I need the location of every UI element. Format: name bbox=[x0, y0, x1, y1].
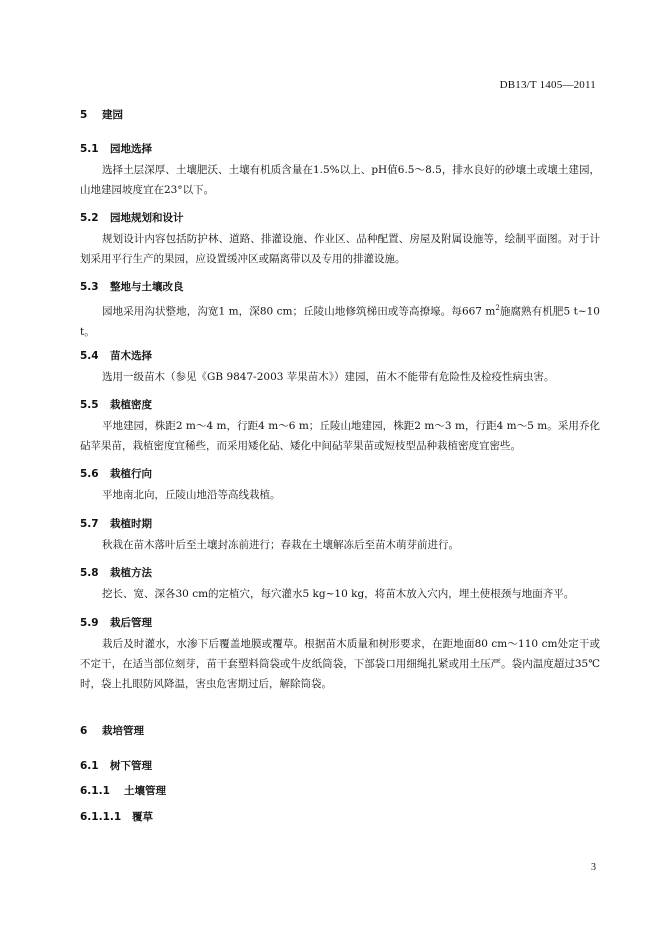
heading-number: 5.2 bbox=[80, 212, 99, 224]
heading-title: 栽植行向 bbox=[110, 468, 152, 480]
heading-number: 5.3 bbox=[80, 281, 99, 293]
heading-number: 6.1.1.1 bbox=[80, 811, 122, 823]
heading-number: 5.6 bbox=[80, 468, 99, 480]
standard-code: DB13/T 1405—2011 bbox=[499, 79, 596, 91]
heading-number: 5.5 bbox=[80, 399, 99, 411]
heading-6-1-1-1 bbox=[80, 809, 153, 824]
paragraph-text: 园地采用沟状整地，沟宽1 m，深80 cm；丘陵山地修筑梯田或等高撩壕。每667 m bbox=[102, 305, 496, 318]
heading-5-3 bbox=[80, 279, 184, 294]
heading-number: 5.4 bbox=[80, 350, 99, 362]
paragraph-5-5: 平地建园，株距2 m～4 m，行距4 m～6 m；丘陵山地建园，株距2 m～3 m，行距4 m～5 m。采用乔化砧苹果苗，栽植密度宜稀些，而采用矮化砧、矮化中间砧苹果苗或短枝型品种栽植密度宜密些。 bbox=[80, 420, 600, 452]
paragraph-5-9: 栽后及时灌水，水渗下后覆盖地膜或覆草。根据苗木质量和树形要求，在距地面80 cm～110 cm处定干或不定干，在适当部位刻芽，苗干套塑料筒袋或牛皮纸筒袋，下部袋口用细绳扎紧或用土压严。袋内温度超过35℃时，袋上扎眼防风降温，害虫危害期过后，解除筒袋。 bbox=[80, 638, 600, 690]
heading-5-1 bbox=[80, 141, 152, 156]
heading-5 bbox=[80, 107, 123, 122]
heading-6-1 bbox=[80, 758, 152, 773]
heading-title: 覆草 bbox=[132, 811, 153, 823]
paragraph-5-6: 平地南北向，丘陵山地沿等高线栽植。 bbox=[102, 489, 281, 501]
paragraph-text: 施腐熟有机肥5 t~10 t。 bbox=[80, 305, 600, 338]
paragraph-5-7: 秋栽在苗木落叶后至土壤封冻前进行；春栽在土壤解冻后至苗木萌芽前进行。 bbox=[102, 539, 459, 551]
heading-number: 6.1 bbox=[80, 760, 99, 772]
heading-number: 6.1.1 bbox=[80, 785, 110, 797]
heading-number: 5.8 bbox=[80, 567, 99, 579]
heading-title: 园地选择 bbox=[110, 143, 152, 155]
heading-5-7 bbox=[80, 516, 152, 531]
heading-number: 5.9 bbox=[80, 617, 99, 629]
paragraph-5-2: 规划设计内容包括防护林、道路、排灌设施、作业区、品种配置、房屋及附属设施等，绘制平面图。对于计划采用平行生产的果园，应设置缓冲区或隔离带以及专用的排灌设施。 bbox=[80, 233, 600, 265]
paragraph-5-3 bbox=[80, 298, 600, 342]
heading-title: 栽后管理 bbox=[110, 617, 152, 629]
heading-title: 整地与土壤改良 bbox=[110, 281, 184, 293]
heading-5-9 bbox=[80, 615, 152, 630]
paragraph-5-8: 挖长、宽、深各30 cm的定植穴，每穴灌水5 kg~10 kg，将苗木放入穴内，埋土使根颈与地面齐平。 bbox=[102, 588, 575, 600]
heading-title: 栽植时期 bbox=[110, 518, 152, 530]
heading-title: 建园 bbox=[102, 109, 123, 121]
heading-6 bbox=[80, 723, 144, 738]
heading-number: 5.7 bbox=[80, 518, 99, 530]
heading-title: 园地规划和设计 bbox=[110, 212, 184, 224]
heading-number: 5 bbox=[80, 109, 88, 121]
heading-5-4 bbox=[80, 348, 152, 363]
paragraph-5-4: 选用一级苗木（参见《GB 9847-2003 苹果苗木》）建园，苗木不能带有危险性及检疫性病虫害。 bbox=[102, 371, 555, 383]
heading-title: 栽培管理 bbox=[102, 725, 144, 737]
heading-6-1-1 bbox=[80, 783, 166, 798]
paragraph-5-1: 选择土层深厚、土壤肥沃、土壤有机质含量在1.5%以上、pH值6.5～8.5，排水良好的砂壤土或壤土建园，山地建园坡度宜在23°以下。 bbox=[80, 164, 600, 196]
heading-title: 土壤管理 bbox=[124, 785, 166, 797]
heading-number: 5.1 bbox=[80, 143, 99, 155]
heading-5-6 bbox=[80, 466, 152, 481]
superscript: 2 bbox=[495, 304, 500, 312]
heading-5-5 bbox=[80, 397, 152, 412]
page-number: 3 bbox=[591, 862, 596, 873]
heading-number: 6 bbox=[80, 725, 88, 737]
heading-5-8 bbox=[80, 565, 152, 580]
heading-title: 栽植方法 bbox=[110, 567, 152, 579]
heading-title: 苗木选择 bbox=[110, 350, 152, 362]
heading-title: 栽植密度 bbox=[110, 399, 152, 411]
heading-5-2 bbox=[80, 210, 184, 225]
heading-title: 树下管理 bbox=[110, 760, 152, 772]
